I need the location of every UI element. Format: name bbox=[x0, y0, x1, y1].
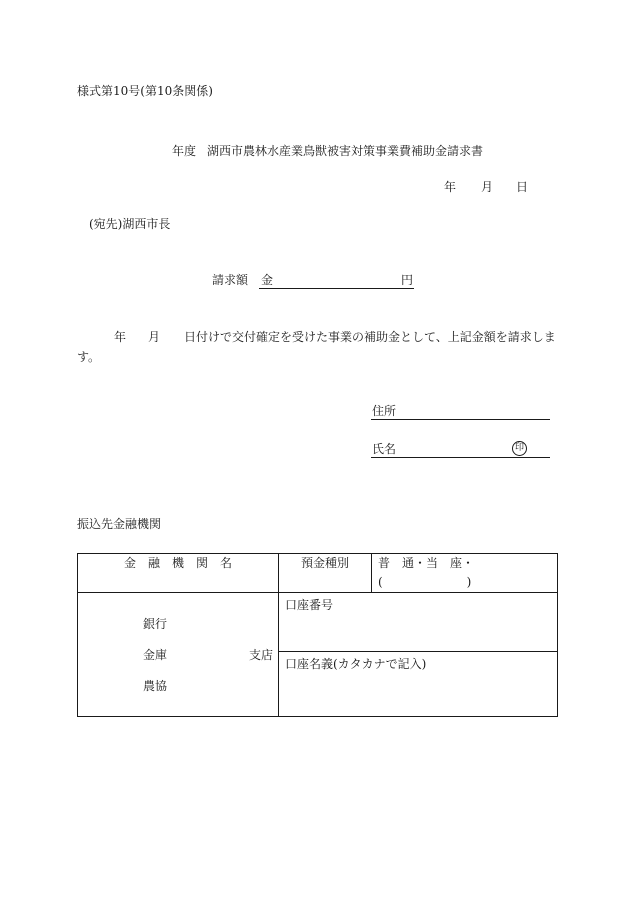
shinkin-label: 金庫 bbox=[143, 648, 168, 662]
title-year-prefix: 年度 bbox=[172, 144, 197, 158]
form-number: 様式第10号(第10条関係) bbox=[77, 84, 213, 98]
account-name-label: 口座名義(カタカナで記入) bbox=[285, 657, 427, 671]
bank-label: 銀行 bbox=[143, 617, 168, 631]
branch-label: 支店 bbox=[249, 648, 274, 662]
date-month: 月 bbox=[481, 180, 494, 194]
institution-cell[interactable] bbox=[78, 593, 279, 717]
seal-mark: 印 bbox=[512, 441, 527, 456]
account-number-cell[interactable] bbox=[279, 593, 558, 652]
header-institution: 金 融 機 関 名 bbox=[78, 554, 279, 593]
body-month: 月 bbox=[148, 330, 161, 344]
claim-unit: 円 bbox=[401, 273, 414, 287]
header-deposit-type: 預金種別 bbox=[279, 554, 372, 593]
body-text-line2: す。 bbox=[77, 350, 101, 364]
body-year: 年 bbox=[114, 330, 127, 344]
claim-prefix: 金 bbox=[261, 273, 274, 287]
account-number-label: 口座番号 bbox=[285, 598, 334, 612]
body-text-line1: 日付けで交付確定を受けた事業の補助金として、上記金額を請求しま bbox=[184, 330, 556, 344]
address-label: 住所 bbox=[372, 404, 397, 418]
addressee: (宛先)湖西市長 bbox=[89, 217, 171, 231]
date-year: 年 bbox=[444, 180, 457, 194]
date-day: 日 bbox=[516, 180, 529, 194]
name-field[interactable] bbox=[371, 457, 550, 458]
page-title: 湖西市農林水産業鳥獣被害対策事業費補助金請求書 bbox=[207, 144, 484, 158]
account-name-cell[interactable] bbox=[279, 652, 558, 717]
address-field[interactable] bbox=[371, 419, 550, 420]
bank-table bbox=[77, 553, 558, 717]
bank-section-title: 振込先金融機関 bbox=[77, 517, 162, 531]
claim-label: 請求額 bbox=[212, 273, 249, 287]
nokyo-label: 農協 bbox=[143, 679, 168, 693]
claim-amount-field[interactable] bbox=[259, 288, 414, 289]
name-label: 氏名 bbox=[372, 442, 397, 456]
deposit-type-options[interactable]: 普 通・当 座・( ) bbox=[372, 554, 558, 593]
